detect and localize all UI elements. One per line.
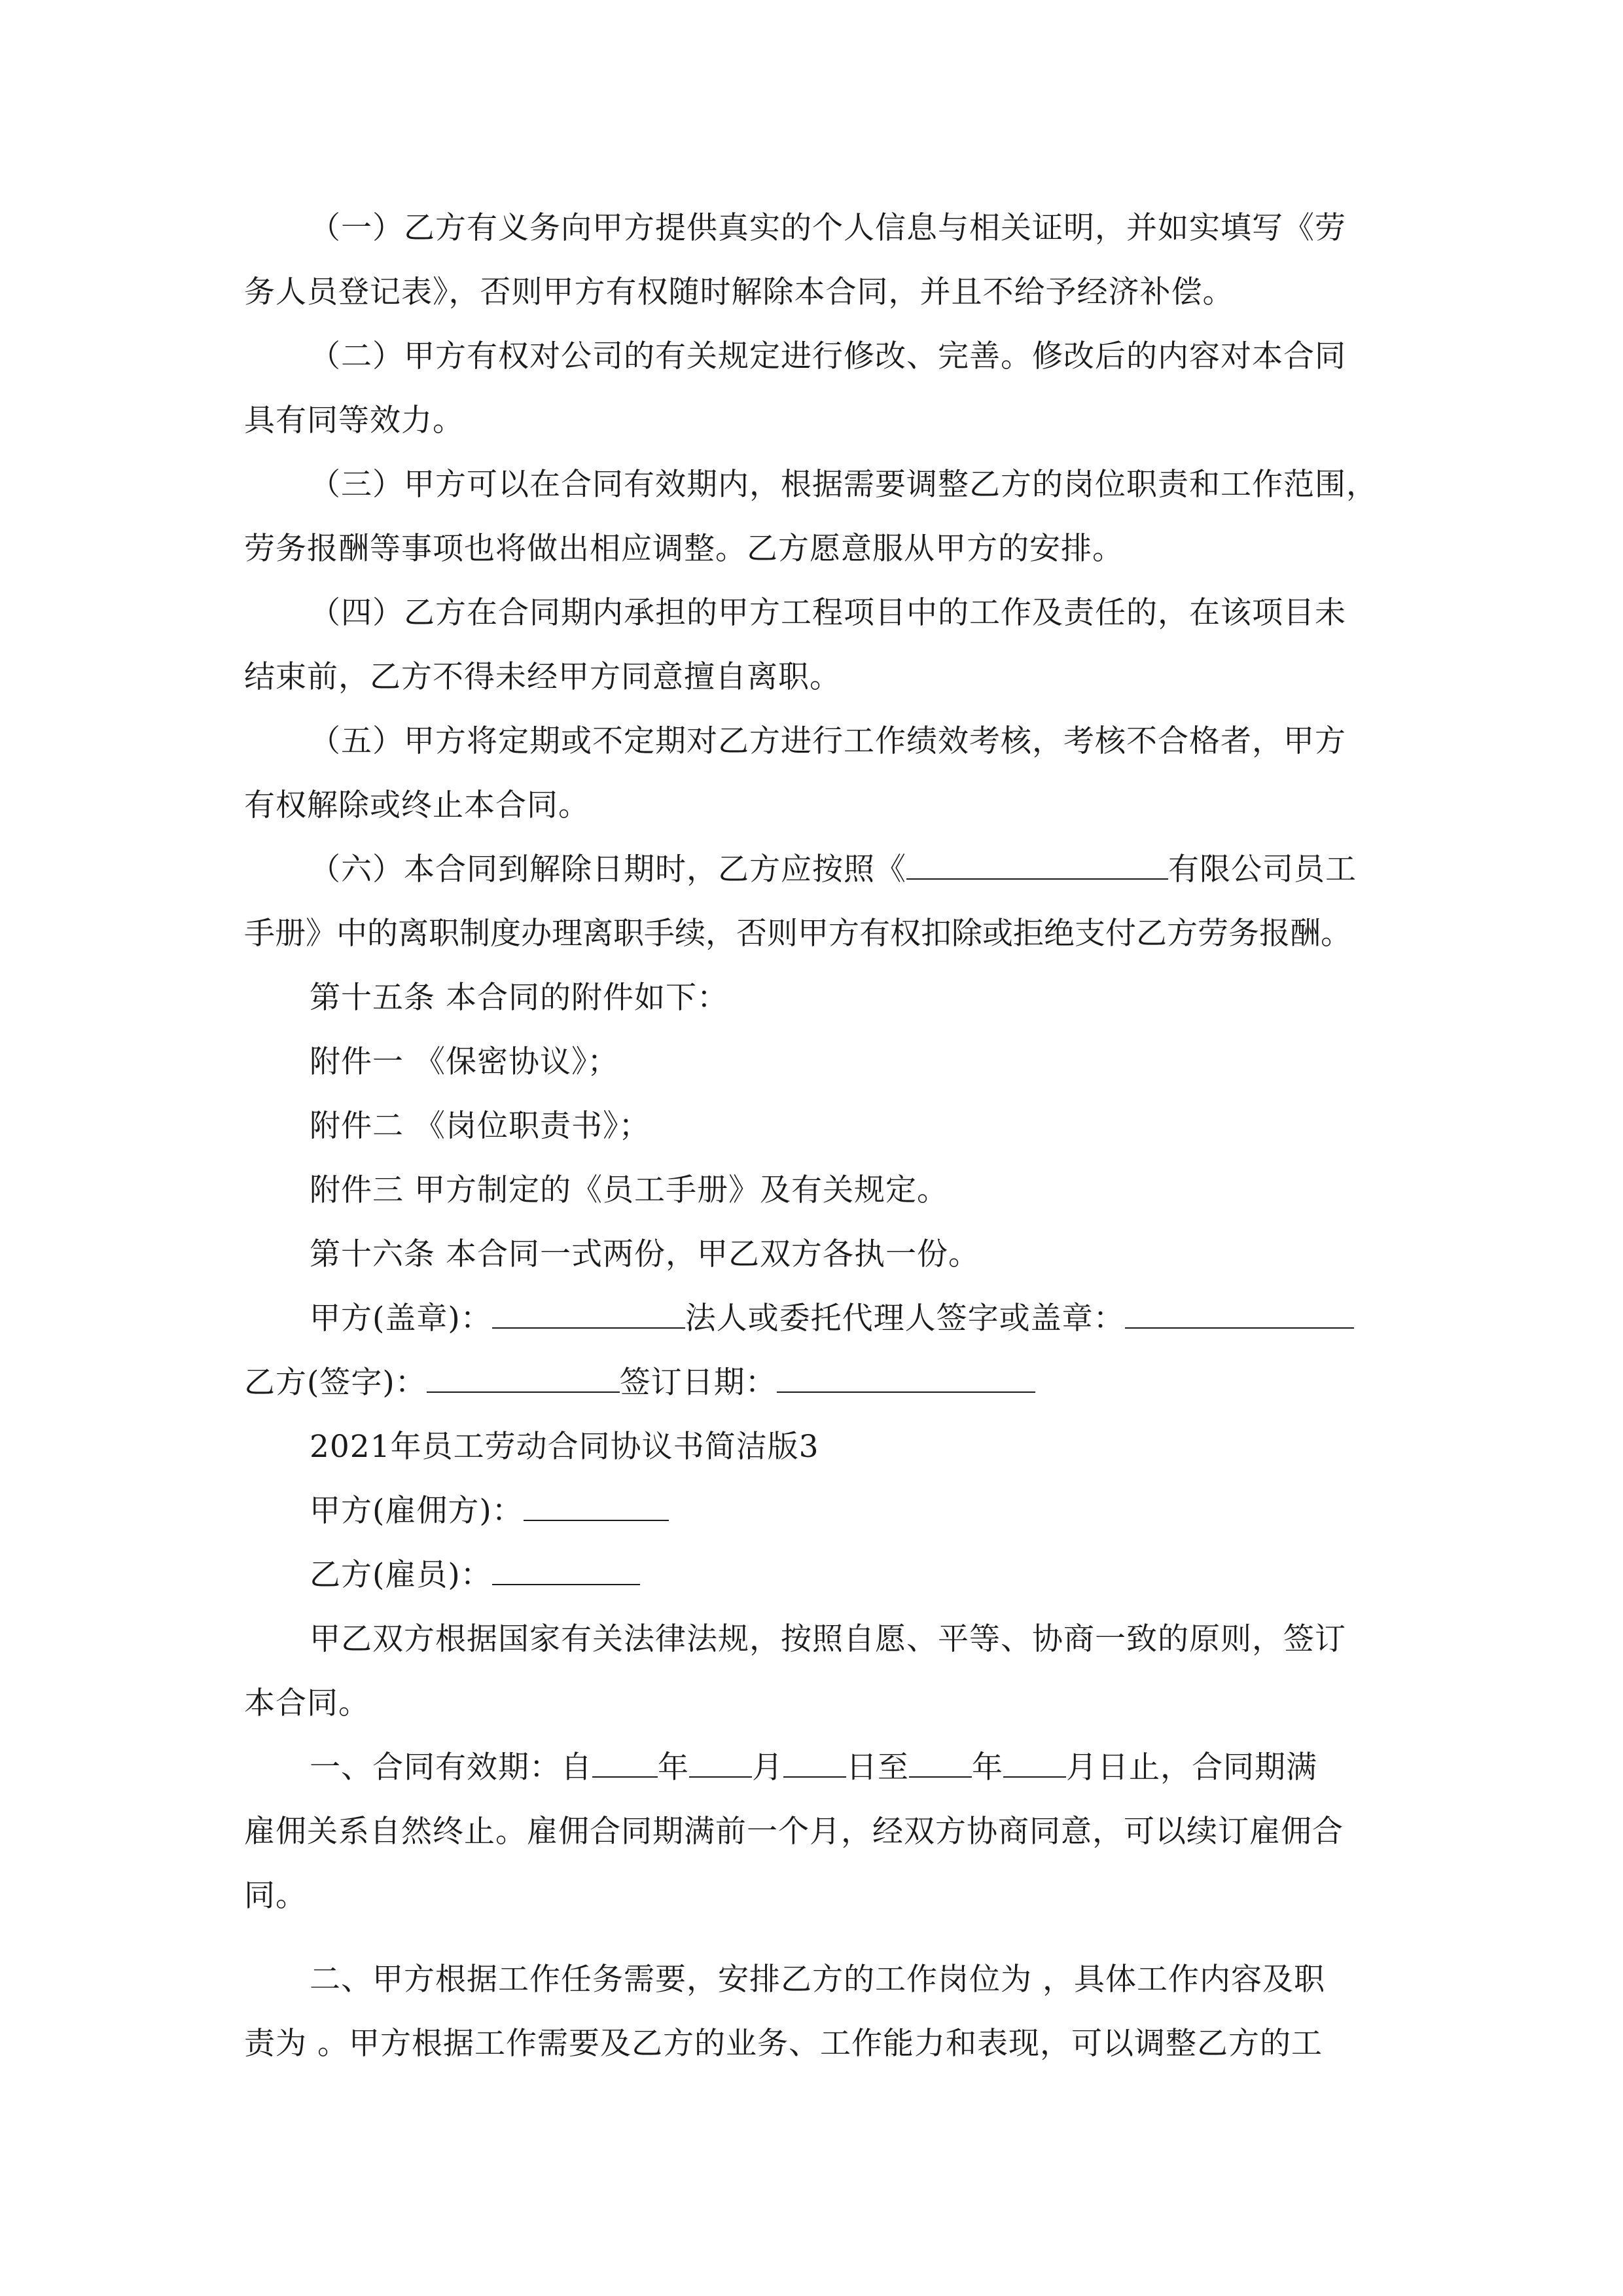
term-line-1: [310, 1736, 1317, 1800]
party-b-sign-label: 乙方(签字)：: [244, 1365, 427, 1401]
clause-6-suffix: 有限公司员工: [1168, 852, 1357, 888]
attachment-1: 附件一 《保密协议》；: [310, 1044, 619, 1080]
employee-label: 乙方(雇员)：: [310, 1557, 492, 1593]
clause-6-line-2: 手册》中的离职制度办理离职手续，否则甲方有权扣除或拒绝支付乙方劳务报酬。: [244, 916, 1351, 952]
job-line-2: 责为 。甲方根据工作需要及乙方的业务、工作能力和表现，可以调整乙方的工: [244, 2026, 1323, 2062]
end-month-blank[interactable]: [1003, 1736, 1066, 1778]
end-year-blank[interactable]: [909, 1736, 972, 1778]
clause-1-line-2: 务人员登记表》，否则甲方有权随时解除本合同，并且不给予经济补偿。: [244, 274, 1234, 310]
month-label: 月: [752, 1749, 783, 1785]
company-name-blank[interactable]: [906, 838, 1168, 880]
term-label: 一、合同有效期：自: [310, 1749, 592, 1785]
attachment-3: 附件三 甲方制定的《员工手册》及有关规定。: [310, 1172, 948, 1208]
start-year-blank[interactable]: [592, 1736, 658, 1778]
clause-5-line-1: （五）甲方将定期或不定期对乙方进行工作绩效考核，考核不合格者，甲方: [310, 723, 1346, 759]
intro-line-2: 本合同。: [244, 1685, 370, 1721]
clause-5-line-2: 有权解除或终止本合同。: [244, 787, 590, 823]
version-3-title: 2021年员工劳动合同协议书简洁版3: [310, 1429, 819, 1465]
party-b-sign-blank[interactable]: [427, 1351, 620, 1393]
clause-6-prefix: （六）本合同到解除日期时，乙方应按照《: [310, 852, 906, 888]
party-a-seal-label: 甲方(盖章)：: [310, 1300, 492, 1336]
clause-4-line-1: （四）乙方在合同期内承担的甲方工程项目中的工作及责任的，在该项目未: [310, 595, 1346, 631]
term-end-label: 月日止，合同期满: [1066, 1749, 1317, 1785]
term-line-2: 雇佣关系自然终止。雇佣合同期满前一个月，经双方协商同意，可以续订雇佣合: [244, 1814, 1344, 1850]
article-16: 第十六条 本合同一式两份，甲乙双方各执一份。: [310, 1236, 980, 1272]
employer-label: 甲方(雇佣方)：: [310, 1493, 524, 1529]
clause-3-line-2: 劳务报酬等事项也将做出相应调整。乙方愿意服从甲方的安排。: [244, 531, 1124, 567]
year-label: 年: [658, 1749, 689, 1785]
clause-4-line-2: 结束前，乙方不得未经甲方同意擅自离职。: [244, 659, 841, 695]
employer-blank[interactable]: [524, 1479, 669, 1521]
attachment-2: 附件二 《岗位职责书》；: [310, 1108, 651, 1144]
clause-2-line-1: （二）甲方有权对公司的有关规定进行修改、完善。修改后的内容对本合同: [310, 338, 1346, 374]
signature-line-1: [310, 1287, 1354, 1351]
intro-line-1: 甲乙双方根据国家有关法律法规，按照自愿、平等、协商一致的原则，签订: [310, 1621, 1346, 1657]
employer-line: [310, 1479, 669, 1543]
term-line-3: 同。: [244, 1878, 307, 1914]
employee-blank[interactable]: [492, 1543, 640, 1585]
clause-6-line-1: [310, 838, 1357, 902]
article-15-title: 第十五条 本合同的附件如下：: [310, 980, 728, 1016]
day-to-label: 日至: [846, 1749, 909, 1785]
sign-date-label: 签订日期：: [619, 1365, 777, 1401]
signature-line-2: [244, 1351, 1035, 1415]
start-month-blank[interactable]: [689, 1736, 752, 1778]
employee-line: [310, 1543, 640, 1607]
sign-date-blank[interactable]: [777, 1351, 1035, 1393]
clause-2-line-2: 具有同等效力。: [244, 403, 464, 439]
legal-rep-blank[interactable]: [1125, 1287, 1354, 1329]
clause-1-line-1: （一）乙方有义务向甲方提供真实的个人信息与相关证明，并如实填写《劳: [310, 210, 1346, 246]
job-line-1: 二、甲方根据工作任务需要，安排乙方的工作岗位为 ，具体工作内容及职: [310, 1962, 1325, 1998]
clause-3-line-1: （三）甲方可以在合同有效期内，根据需要调整乙方的岗位职责和工作范围，: [310, 467, 1378, 503]
legal-rep-label: 法人或委托代理人签字或盖章：: [685, 1300, 1125, 1336]
party-a-seal-blank[interactable]: [492, 1287, 685, 1329]
end-year-label: 年: [972, 1749, 1003, 1785]
start-day-blank[interactable]: [783, 1736, 846, 1778]
